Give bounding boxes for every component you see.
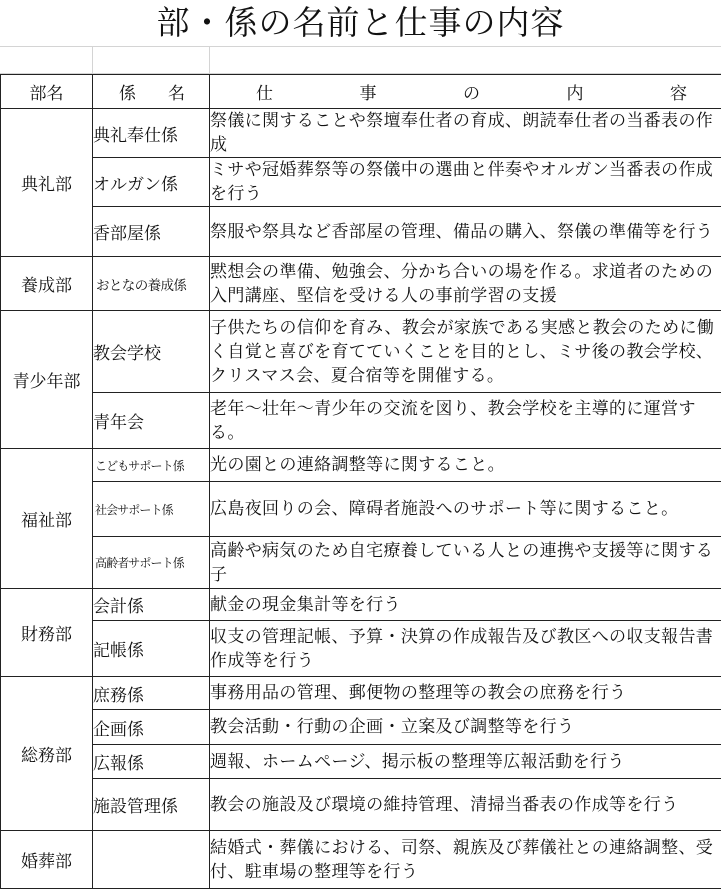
role-description: 祭服や祭具など香部屋の管理、備品の購入、祭儀の準備等を行う (210, 207, 721, 257)
page-title: 部・係の名前と仕事の内容 (156, 3, 565, 42)
role-name: 広報係 (93, 745, 210, 779)
department-table (0, 74, 721, 889)
header-work-char: の (463, 84, 480, 104)
role-name: 典礼奉仕係 (93, 109, 210, 158)
header-work (210, 75, 721, 109)
dept-name: 総務部 (1, 677, 93, 831)
role-name: 香部屋係 (93, 207, 210, 257)
role-description: 結婚式・葬儀における、司祭、親族及び葬儀社との連絡調整、受付、駐車場の整理等を行う (210, 831, 721, 889)
role-description: 黙想会の準備、勉強会、分かち合いの場を作る。求道者のための入門講座、堅信を受ける人の事前学習の支援 (210, 257, 721, 311)
role-name: 企画係 (93, 710, 210, 745)
role-description: 献金の現金集計等を行う (210, 589, 721, 621)
role-name: 記帳係 (93, 621, 210, 677)
role-name: 社会サポート係 (93, 482, 210, 537)
role-description: 高齢や病気のため自宅療養している人との連携や支援等に関する子 (210, 537, 721, 589)
table-row (1, 311, 721, 393)
role-description: 事務用品の管理、郵便物の整理等の教会の庶務を行う (210, 677, 721, 710)
table-header-row (1, 75, 721, 109)
role-description: 祭儀に関することや祭壇奉仕者の育成、朗読奉仕者の当番表の作成 (210, 109, 721, 158)
table-row (1, 537, 721, 589)
table-row (1, 393, 721, 449)
role-name: 教会学校 (93, 311, 210, 393)
role-description: 老年～壮年～青少年の交流を図り、教会学校を主導的に運営する。 (210, 393, 721, 449)
table-row (1, 710, 721, 745)
role-name (93, 831, 210, 889)
role-name: 高齢者サポート係 (93, 537, 210, 589)
header-role-char: 名 (168, 84, 185, 104)
header-role (93, 75, 210, 109)
table-row (1, 831, 721, 889)
role-description: 教会の施設及び環境の維持管理、清掃当番表の作成等を行う (210, 779, 721, 831)
header-work-char: 内 (566, 84, 584, 104)
table-row (1, 589, 721, 621)
table-row (1, 779, 721, 831)
dept-name: 婚葬部 (1, 831, 93, 889)
role-name: 会計係 (93, 589, 210, 621)
role-description: 週報、ホームページ、掲示板の整理等広報活動を行う (210, 745, 721, 779)
header-work-char: 容 (670, 84, 687, 104)
table-row (1, 109, 721, 158)
header-dept: 部名 (1, 75, 93, 109)
role-description: 広島夜回りの会、障碍者施設へのサポート等に関すること。 (210, 482, 721, 537)
dept-name: 財務部 (1, 589, 93, 677)
role-name: オルガン係 (93, 158, 210, 207)
table-row (1, 621, 721, 677)
dept-name: 典礼部 (1, 109, 93, 257)
role-name: おとなの養成係 (93, 257, 210, 311)
role-description: ミサや冠婚葬祭等の祭儀中の選曲と伴奏やオルガン当番表の作成を行う (210, 158, 721, 207)
table-row (1, 482, 721, 537)
role-name: 庶務係 (93, 677, 210, 710)
header-role-char: 係 (119, 84, 136, 104)
table-row (1, 677, 721, 710)
dept-name: 福祉部 (1, 449, 93, 589)
role-name: 青年会 (93, 393, 210, 449)
header-work-char: 仕 (256, 84, 273, 104)
role-description: 光の園との連絡調整等に関すること。 (210, 449, 721, 482)
dept-name: 青少年部 (1, 311, 93, 449)
role-description: 子供たちの信仰を育み、教会が家族である実感と教会のために働く自覚と喜びを育てていくことを目的とし、ミサ後の教会学校、クリスマス会、夏合宿等を開催する。 (210, 311, 721, 393)
role-name: 施設管理係 (93, 779, 210, 831)
table-row (1, 158, 721, 207)
spreadsheet-empty-row (0, 46, 721, 74)
role-description: 教会活動・行動の企画・立案及び調整等を行う (210, 710, 721, 745)
header-work-char: 事 (359, 84, 377, 104)
role-name: こどもサポート係 (93, 449, 210, 482)
table-row (1, 745, 721, 779)
role-description: 収支の管理記帳、予算・決算の作成報告及び教区への収支報告書作成等を行う (210, 621, 721, 677)
table-row (1, 257, 721, 311)
table-row (1, 207, 721, 257)
dept-name: 養成部 (1, 257, 93, 311)
table-row (1, 449, 721, 482)
